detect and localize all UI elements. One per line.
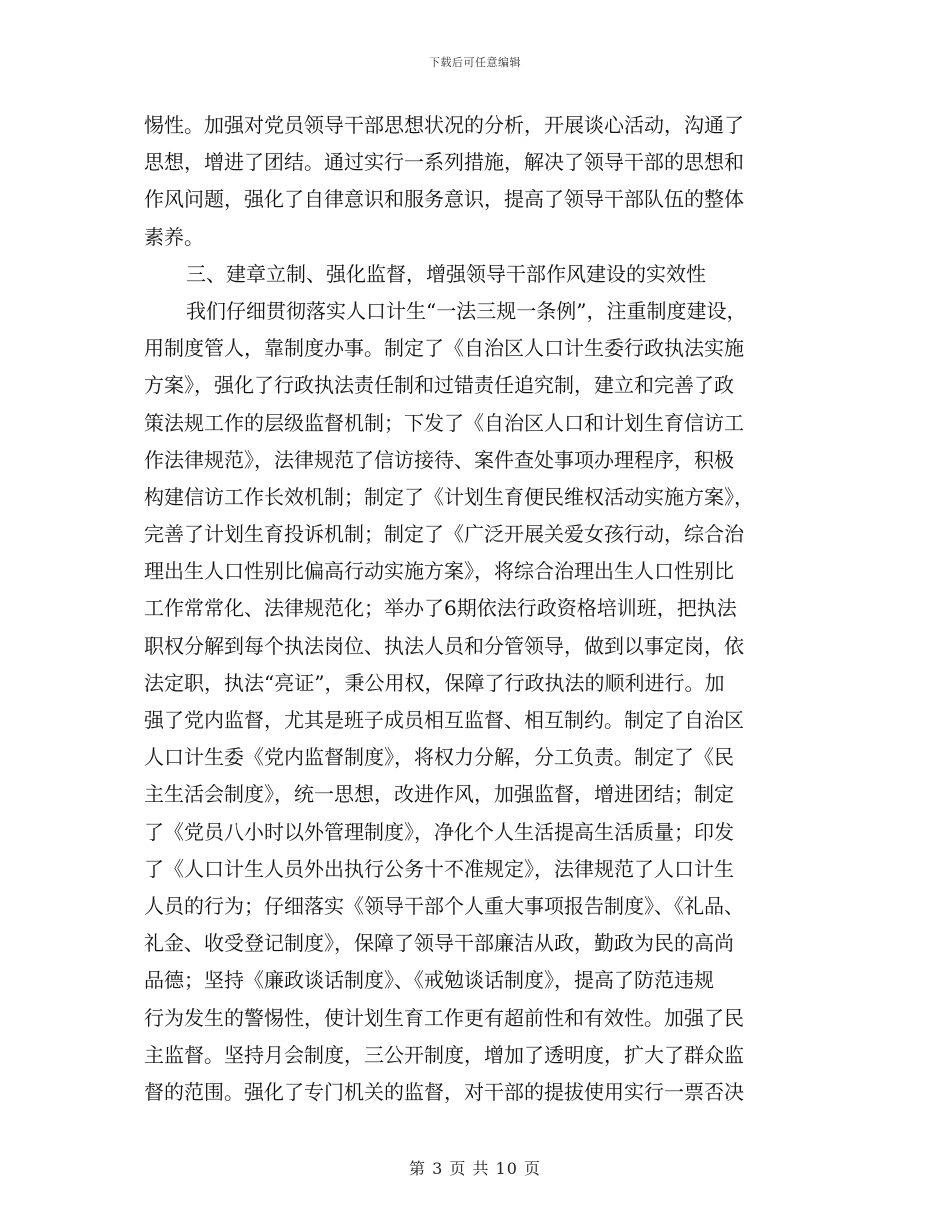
text-line: 人口计生委《党内监督制度》，将权力分解，分工负责。制定了《民 xyxy=(144,745,734,770)
text-line: 人员的行为；仔细落实《领导干部个人重大事项报告制度》、《礼品、 xyxy=(144,893,744,918)
text-line: 行为发生的警惕性，使计划生育工作更有超前性和有效性。加强了民 xyxy=(144,1005,744,1030)
text-line: 主监督。坚持月会制度，三公开制度，增加了透明度，扩大了群众监 xyxy=(144,1042,744,1067)
text-line: 礼金、收受登记制度》，保障了领导干部廉洁从政，勤政为民的高尚 xyxy=(144,931,734,956)
body-text xyxy=(144,107,814,1111)
text-line: 我们仔细贯彻落实人口计生“一法三规一条例”，注重制度建设， xyxy=(186,298,747,323)
text-line: 作风问题，强化了自律意识和服务意识，提高了领导干部队伍的整体 xyxy=(144,187,744,212)
page-footer: 第 3 页 共 10 页 xyxy=(409,1159,541,1178)
text-line: 主生活会制度》，统一思想，改进作风，加强监督，增进团结；制定 xyxy=(144,782,734,807)
text-line: 素养。 xyxy=(144,224,204,249)
text-line: 作法律规范》，法律规范了信访接待、案件查处事项办理程序，积极 xyxy=(144,447,734,472)
text-line: 法定职，执法“亮证”，秉公用权，保障了行政执法的顺利进行。加 xyxy=(144,670,725,695)
text-line: 用制度管人，靠制度办事。制定了《自治区人口计生委行政执法实施 xyxy=(144,336,744,361)
text-line: 强了党内监督，尤其是班子成员相互监督、相互制约。制定了自治区 xyxy=(144,708,744,732)
text-line: 品德；坚持《廉政谈话制度》、《戒勉谈话制度》，提高了防范违规 xyxy=(144,968,714,993)
text-line: 惕性。加强对党员领导干部思想状况的分析，开展谈心活动，沟通了 xyxy=(144,113,744,137)
text-line: 工作常常化、法律规范化；举办了6期依法行政资格培训班，把执法 xyxy=(144,596,737,621)
page-header: 下载后可任意编辑 xyxy=(429,56,521,69)
text-line: 方案》，强化了行政执法责任制和过错责任追究制，建立和完善了政 xyxy=(144,373,734,398)
text-line: 构建信访工作长效机制；制定了《计划生育便民维权活动实施方案》， xyxy=(144,484,754,509)
text-line: 了《人口计生人员外出执行公务十不准规定》，法律规范了人口计生 xyxy=(144,856,734,881)
text-line: 思想，增进了团结。通过实行一系列措施，解决了领导干部的思想和 xyxy=(144,150,744,175)
text-line: 督的范围。强化了专门机关的监督，对干部的提拔使用实行一票否决 xyxy=(144,1079,744,1104)
text-line: 理出生人口性别比偏高行动实施方案》，将综合治理出生人口性别比 xyxy=(144,559,734,584)
text-line: 了《党员八小时以外管理制度》，净化个人生活提高生活质量；印发 xyxy=(144,819,734,844)
text-line: 完善了计划生育投诉机制；制定了《广泛开展关爱女孩行动，综合治 xyxy=(144,522,744,547)
text-line: 职权分解到每个执法岗位、执法人员和分管领导，做到以事定岗，依 xyxy=(144,633,744,658)
section-heading: 三、建章立制、强化监督，增强领导干部作风建设的实效性 xyxy=(186,261,706,286)
text-line: 策法规工作的层级监督机制；下发了《自治区人口和计划生育信访工 xyxy=(144,410,744,435)
